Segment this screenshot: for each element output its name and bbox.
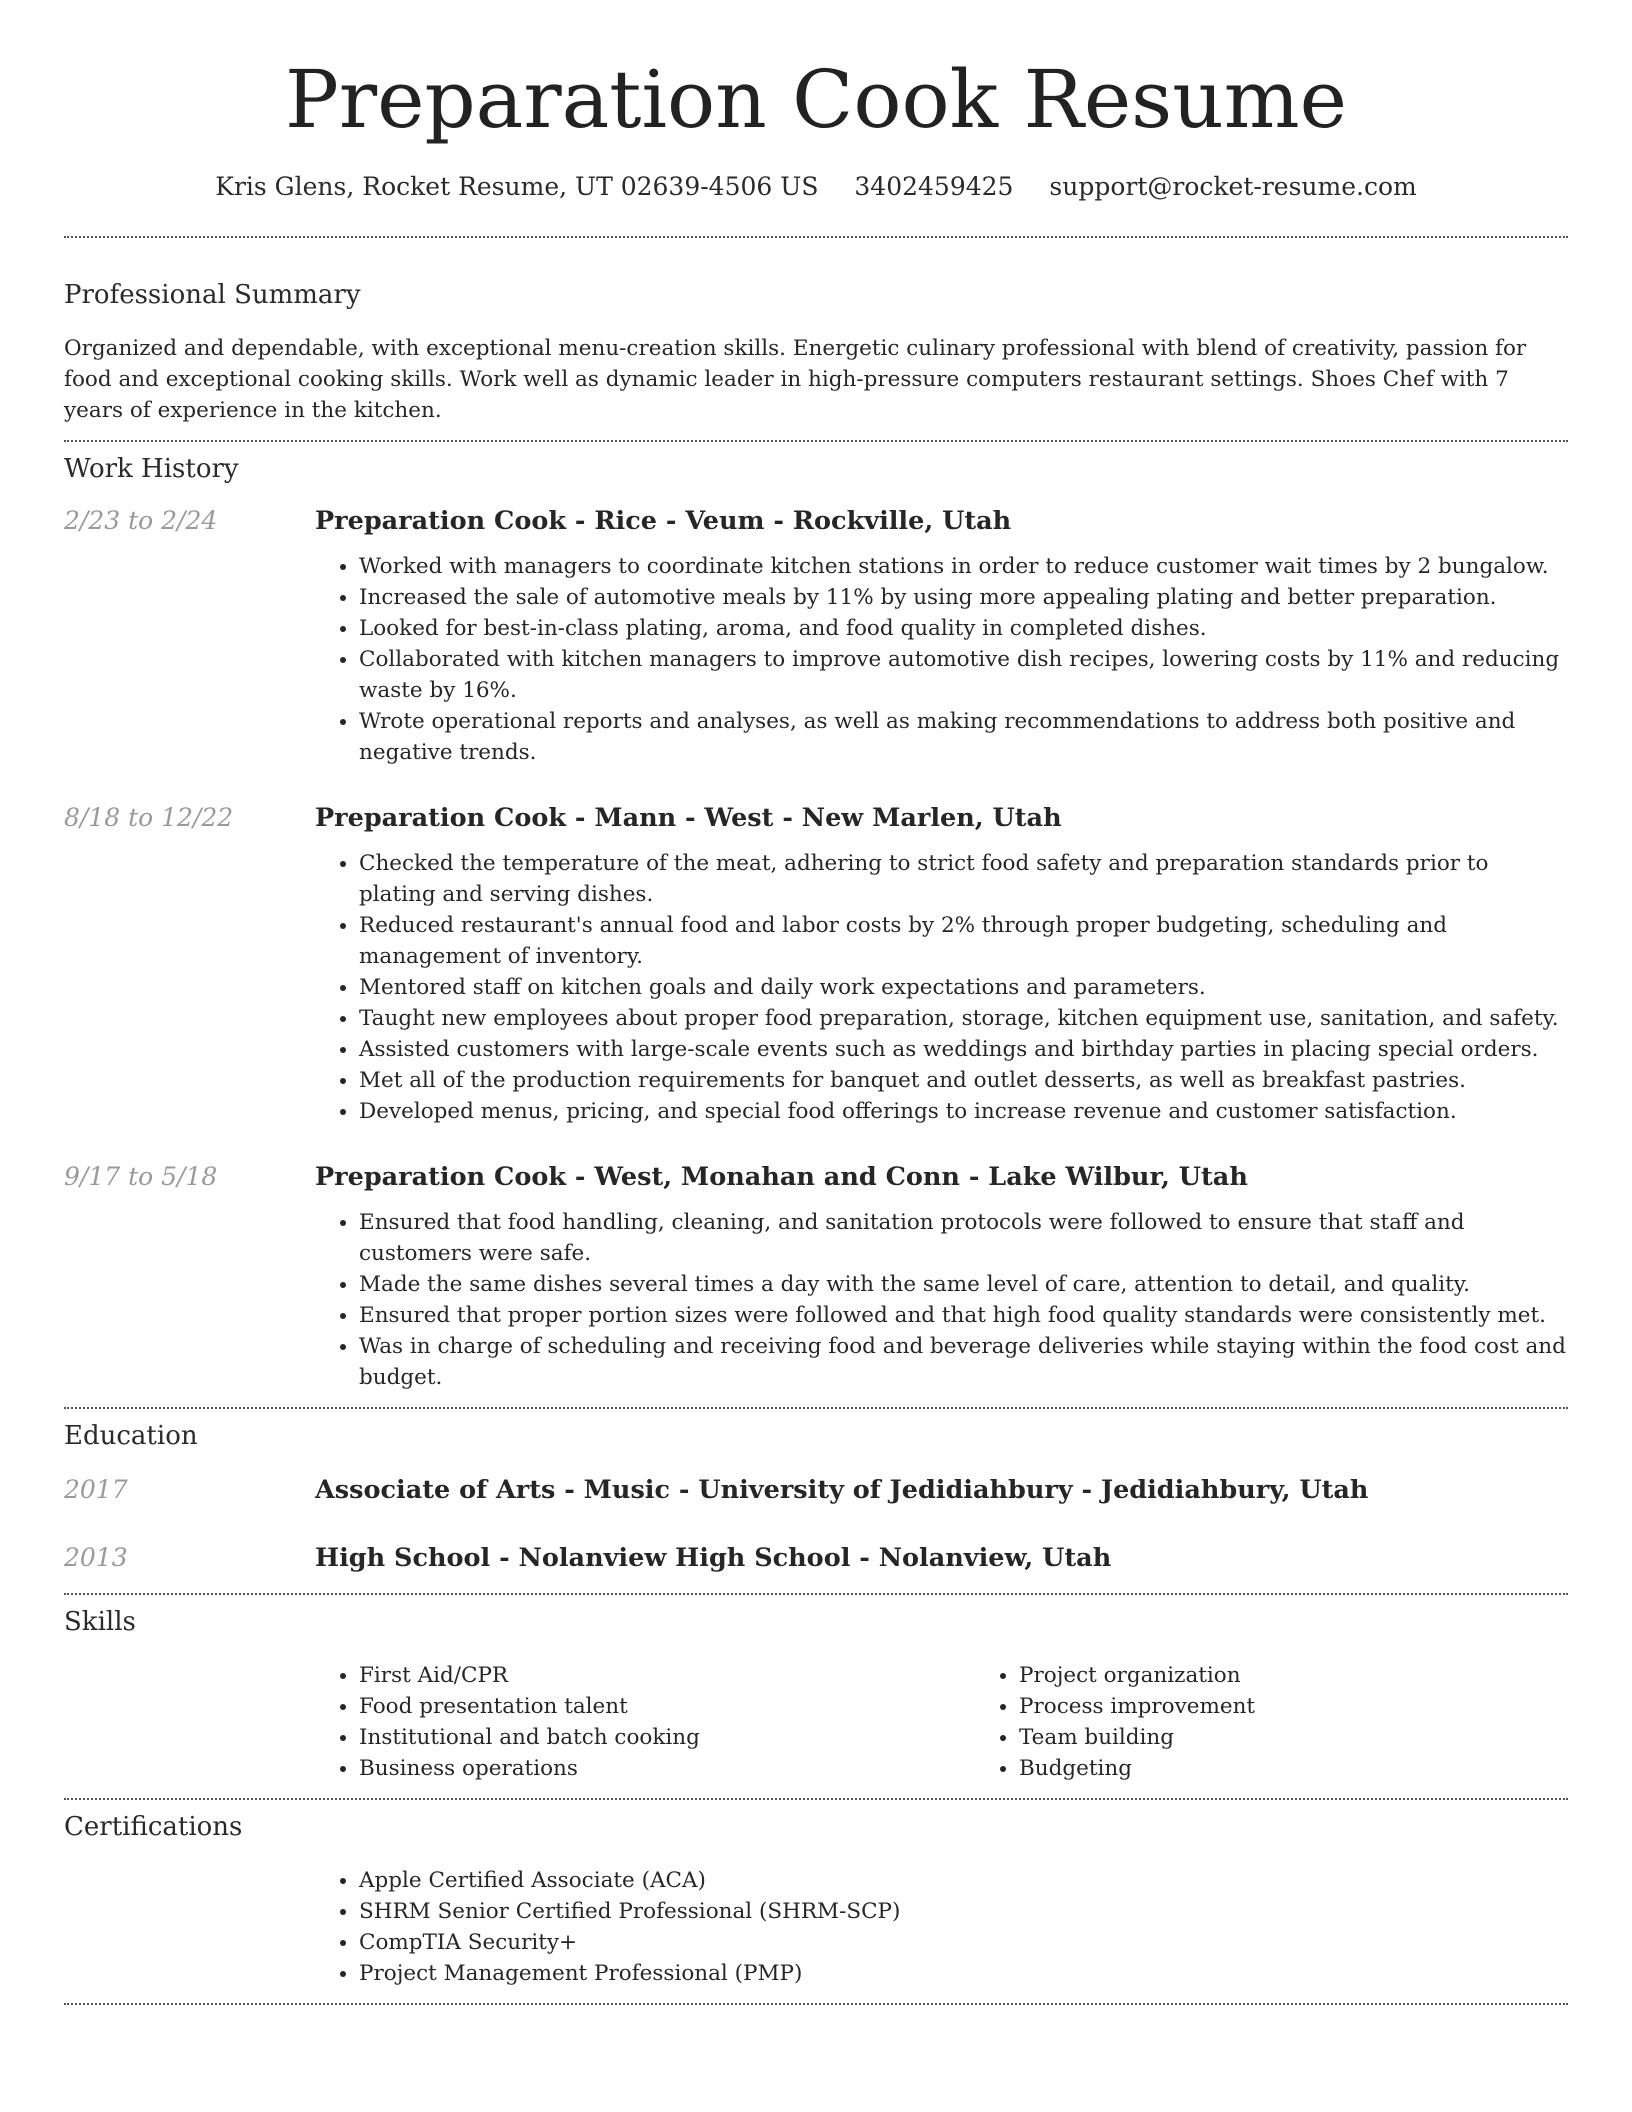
divider (64, 2003, 1568, 2005)
list-item: • Mentored staff on kitchen goals and daily work expectations and parameters. (359, 972, 1568, 1003)
list-item: • Ensured that proper portion sizes were followed and that high food quality standards were consistently met. (359, 1300, 1568, 1331)
education-entry (64, 1541, 1568, 1575)
education-year: 2017 (64, 1474, 128, 1504)
summary-section (64, 238, 1568, 426)
job-dates: 8/18 to 12/22 (64, 803, 234, 833)
list-item: • Met all of the production requirements for banquet and outlet desserts, as well as breakfast pastries. (359, 1065, 1568, 1096)
work-history-section (64, 442, 1568, 1407)
list-item: • Worked with managers to coordinate kitchen stations in order to reduce customer wait times by 2 bungalow. (359, 551, 1568, 582)
job-bullets (315, 1207, 1568, 1393)
list-item: • Project organization (1019, 1660, 1632, 1691)
list-item: • Budgeting (1019, 1753, 1632, 1784)
list-item: • Food presentation talent (359, 1691, 975, 1722)
contact-phone: 3402459425 (854, 172, 1014, 201)
list-item: • Taught new employees about proper food preparation, storage, kitchen equipment use, sanitation, and safety. (359, 1003, 1568, 1034)
list-item: • Wrote operational reports and analyses, as well as making recommendations to address both positive and negative trends. (359, 706, 1568, 768)
list-item: • Assisted customers with large-scale events such as weddings and birthday parties in placing special orders. (359, 1034, 1568, 1065)
list-item: • Reduced restaurant's annual food and labor costs by 2% through proper budgeting, scheduling and management of inventory. (359, 910, 1568, 972)
section-title-education: Education (64, 1421, 198, 1452)
section-title-skills: Skills (64, 1606, 136, 1637)
list-item: • Checked the temperature of the meat, adhering to strict food safety and preparation standards prior to plating and serving dishes. (359, 848, 1568, 910)
contact-email: support@rocket-resume.com (1049, 172, 1417, 201)
job-entry (64, 1160, 1568, 1407)
job-bullets (315, 848, 1568, 1127)
job-heading: Preparation Cook - Rice - Veum - Rockville, Utah (315, 506, 1012, 537)
list-item: • CompTIA Security+ (359, 1927, 1568, 1958)
skills-grid (315, 1660, 1568, 1784)
list-item: • Was in charge of scheduling and receiving food and beverage deliveries while staying within the food cost and budget. (359, 1331, 1568, 1393)
job-entry (64, 504, 1568, 768)
education-section (64, 1409, 1568, 1574)
skills-list-left (315, 1660, 975, 1784)
education-entry (64, 1473, 1568, 1507)
list-item: • Looked for best-in-class plating, aroma, and food quality in completed dishes. (359, 613, 1568, 644)
resume-title: Preparation Cook Resume (285, 53, 1347, 146)
list-item: • Increased the sale of automotive meals by 11% by using more appealing plating and better preparation. (359, 582, 1568, 613)
list-item: • Ensured that food handling, cleaning, and sanitation protocols were followed to ensure that staff and customers were safe. (359, 1207, 1568, 1269)
list-item: • Institutional and batch cooking (359, 1722, 975, 1753)
job-dates: 2/23 to 2/24 (64, 506, 218, 536)
job-bullets (315, 551, 1568, 768)
certifications-list (315, 1865, 1568, 1989)
skills-section (64, 1595, 1568, 1784)
education-heading: High School - Nolanview High School - Nolanview, Utah (315, 1542, 1112, 1573)
job-heading: Preparation Cook - West, Monahan and Conn - Lake Wilbur, Utah (315, 1162, 1248, 1193)
education-year: 2013 (64, 1542, 128, 1572)
job-heading: Preparation Cook - Mann - West - New Marlen, Utah (315, 803, 1062, 834)
certifications-section (64, 1800, 1568, 1989)
section-title-summary: Professional Summary (64, 280, 361, 310)
list-item: • Made the same dishes several times a day with the same level of care, attention to detail, and quality. (359, 1269, 1568, 1300)
list-item: • SHRM Senior Certified Professional (SHRM-SCP) (359, 1896, 1568, 1927)
section-title-work: Work History (64, 454, 239, 485)
contact-line (64, 172, 1568, 202)
list-item: • Process improvement (1019, 1691, 1632, 1722)
list-item: • Collaborated with kitchen managers to improve automotive dish recipes, lowering costs by 11% and reducing waste by 16%. (359, 644, 1568, 706)
job-entry (64, 801, 1568, 1127)
list-item: • Business operations (359, 1753, 975, 1784)
list-item: • Team building (1019, 1722, 1632, 1753)
contact-address: Kris Glens, Rocket Resume, UT 02639-4506 US (215, 172, 819, 201)
skills-list-right (975, 1660, 1632, 1784)
education-heading: Associate of Arts - Music - University of Jedidiahbury - Jedidiahbury, Utah (315, 1474, 1369, 1505)
list-item: • First Aid/CPR (359, 1660, 975, 1691)
list-item: • Developed menus, pricing, and special food offerings to increase revenue and customer satisfaction. (359, 1096, 1568, 1127)
section-title-certifications: Certifications (64, 1811, 243, 1842)
summary-text: Organized and dependable, with exceptional menu-creation skills. Energetic culinary professional with blend of creativity, passion for food and exceptional cooking skills. Work well as dynamic leader in high-pressure computers restaurant settings. Shoes Chef with 7 years of experience in the kitchen. (64, 336, 1527, 424)
job-dates: 9/17 to 5/18 (64, 1162, 218, 1192)
list-item: • Project Management Professional (PMP) (359, 1958, 1568, 1989)
list-item: • Apple Certified Associate (ACA) (359, 1865, 1568, 1896)
